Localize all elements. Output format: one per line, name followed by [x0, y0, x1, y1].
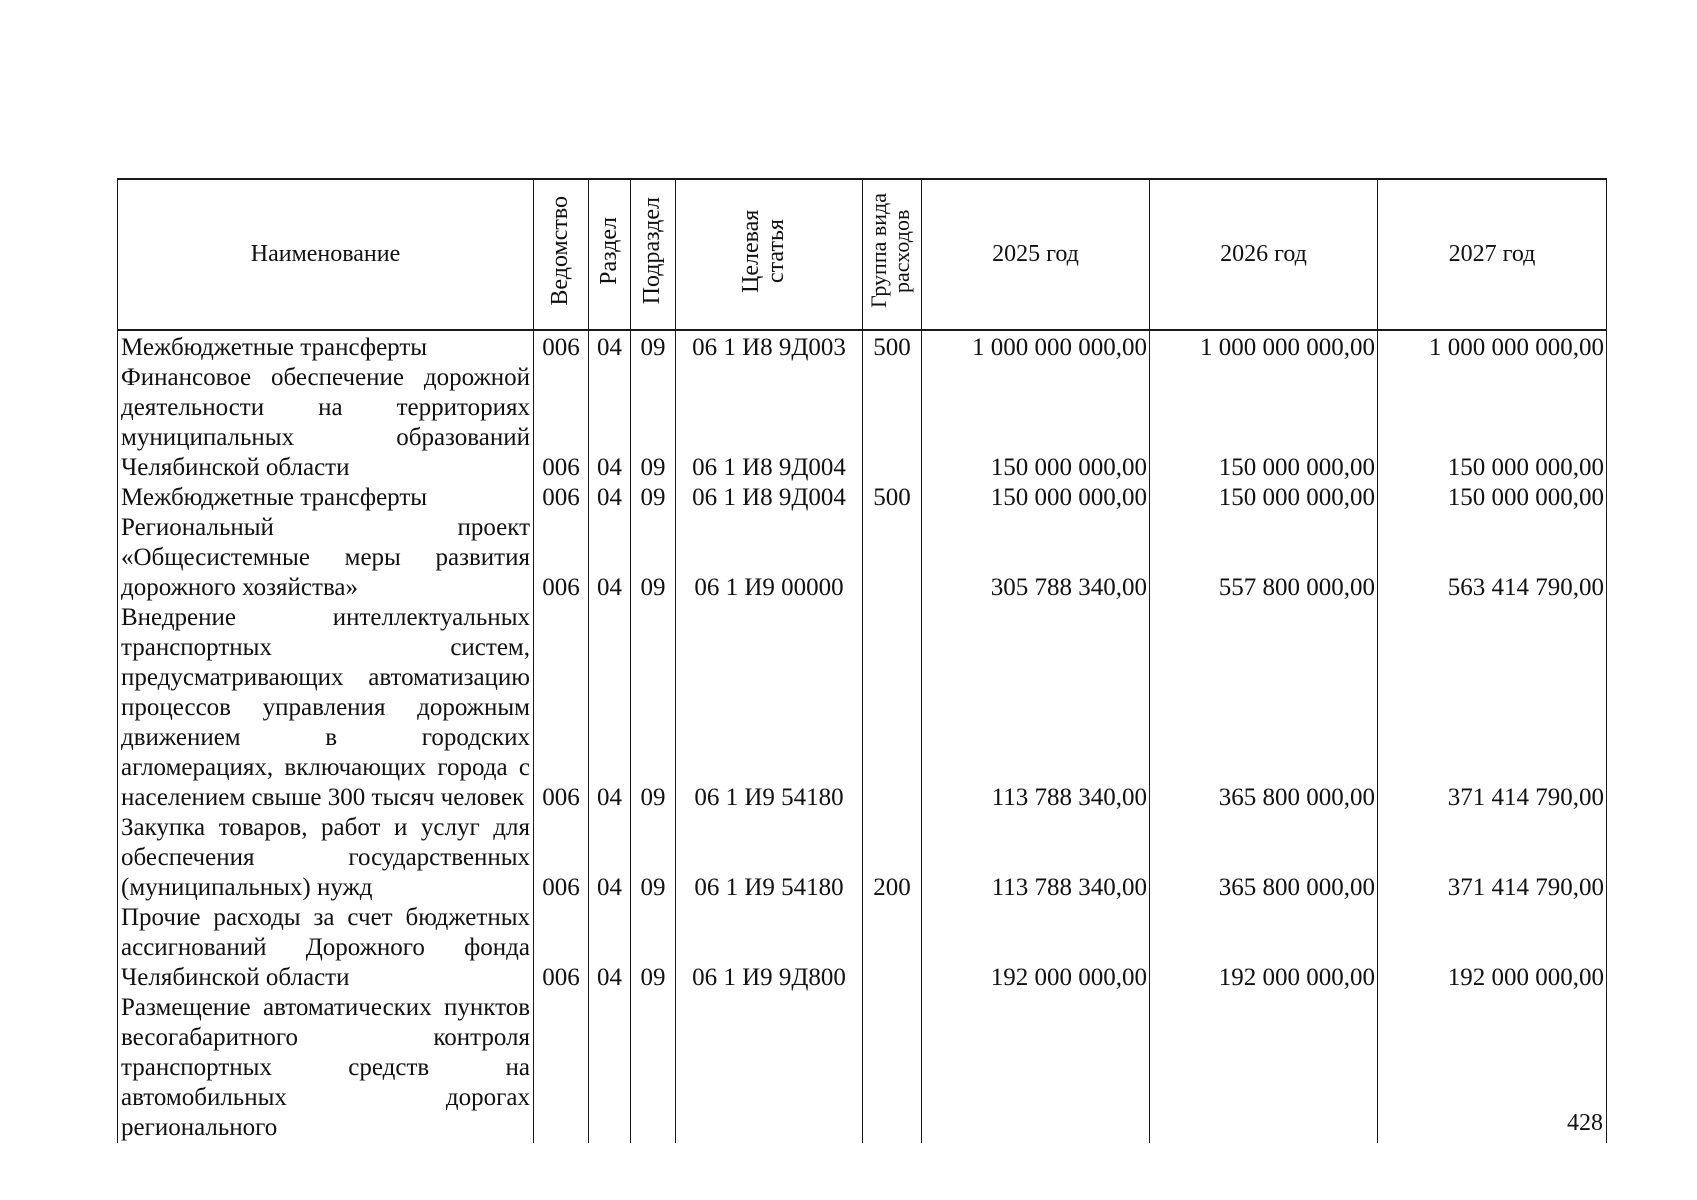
row-target: 06 1 И8 9Д004	[676, 363, 863, 483]
row-dept: 006	[534, 513, 589, 603]
row-dept: 006	[534, 330, 589, 363]
row-2025: 305 788 340,00	[922, 513, 1150, 603]
row-name: Региональный проект «Общесистемные меры развития дорожного хозяйства»	[118, 513, 534, 603]
row-target: 06 1 И9 54180	[676, 603, 863, 813]
header-2027: 2027 год	[1378, 179, 1607, 330]
row-group	[863, 903, 922, 993]
row-section: 04	[589, 513, 631, 603]
row-2027: 371 414 790,00	[1378, 813, 1607, 903]
table-row	[118, 330, 1607, 363]
row-dept: 006	[534, 813, 589, 903]
row-section: 04	[589, 903, 631, 993]
row-dept: 006	[534, 903, 589, 993]
row-name: Закупка товаров, работ и услуг для обеспечения государственных (муниципальных) нужд	[118, 813, 534, 903]
row-dept	[534, 993, 589, 1143]
row-group: 500	[863, 330, 922, 363]
row-2026	[1150, 993, 1378, 1143]
row-2027: 371 414 790,00	[1378, 603, 1607, 813]
row-subsection: 09	[631, 330, 676, 363]
row-2026: 192 000 000,00	[1150, 903, 1378, 993]
row-section: 04	[589, 483, 631, 513]
row-2025: 1 000 000 000,00	[922, 330, 1150, 363]
row-name: Межбюджетные трансферты	[118, 483, 534, 513]
row-2026: 557 800 000,00	[1150, 513, 1378, 603]
row-subsection	[631, 993, 676, 1143]
row-2025: 192 000 000,00	[922, 903, 1150, 993]
row-section	[589, 993, 631, 1143]
row-group: 200	[863, 813, 922, 903]
row-name: Внедрение интеллектуальных транспортных систем, предусматривающих автоматизацию процессов управления дорожным движением в городских агломерациях, включающих города с населением свыше 300 тысяч человек	[118, 603, 534, 813]
row-group	[863, 993, 922, 1143]
row-target: 06 1 И8 9Д003	[676, 330, 863, 363]
row-group	[863, 513, 922, 603]
page-number: 428	[1567, 1110, 1603, 1136]
row-section: 04	[589, 330, 631, 363]
row-subsection: 09	[631, 483, 676, 513]
row-group	[863, 603, 922, 813]
row-group	[863, 363, 922, 483]
row-2027: 150 000 000,00	[1378, 363, 1607, 483]
row-2026: 365 800 000,00	[1150, 603, 1378, 813]
table-row	[118, 603, 1607, 813]
header-target: Целевая статья	[676, 179, 863, 330]
row-name: Финансовое обеспечение дорожной деятельности на территориях муниципальных образований Челябинской области	[118, 363, 534, 483]
row-2025: 113 788 340,00	[922, 813, 1150, 903]
row-2025: 113 788 340,00	[922, 603, 1150, 813]
row-subsection: 09	[631, 903, 676, 993]
row-2026: 150 000 000,00	[1150, 483, 1378, 513]
budget-table	[117, 178, 1607, 1143]
table-row	[118, 903, 1607, 993]
table-row	[118, 813, 1607, 903]
row-2027: 563 414 790,00	[1378, 513, 1607, 603]
header-2025: 2025 год	[922, 179, 1150, 330]
row-2025: 150 000 000,00	[922, 483, 1150, 513]
row-dept: 006	[534, 363, 589, 483]
row-2026: 365 800 000,00	[1150, 813, 1378, 903]
header-dept: Ведомство	[534, 179, 589, 330]
header-2026: 2026 год	[1150, 179, 1378, 330]
row-name: Размещение автоматических пунктов весогабаритного контроля транспортных средств на автомобильных дорогах регионального	[118, 993, 534, 1143]
row-subsection: 09	[631, 813, 676, 903]
row-target: 06 1 И9 9Д800	[676, 903, 863, 993]
row-subsection: 09	[631, 513, 676, 603]
row-name: Межбюджетные трансферты	[118, 330, 534, 363]
table-row	[118, 483, 1607, 513]
table-row	[118, 513, 1607, 603]
table-row	[118, 363, 1607, 483]
header-section: Раздел	[589, 179, 631, 330]
row-name: Прочие расходы за счет бюджетных ассигнований Дорожного фонда Челябинской области	[118, 903, 534, 993]
header-row	[118, 179, 1607, 330]
row-section: 04	[589, 813, 631, 903]
row-target: 06 1 И8 9Д004	[676, 483, 863, 513]
row-dept: 006	[534, 603, 589, 813]
row-subsection: 09	[631, 603, 676, 813]
row-section: 04	[589, 363, 631, 483]
row-target	[676, 993, 863, 1143]
header-subsection: Подраздел	[631, 179, 676, 330]
row-group: 500	[863, 483, 922, 513]
table-row	[118, 993, 1607, 1143]
row-subsection: 09	[631, 363, 676, 483]
header-group: Группа вида расходов	[863, 179, 922, 330]
row-2027: 1 000 000 000,00	[1378, 330, 1607, 363]
row-2025: 150 000 000,00	[922, 363, 1150, 483]
row-target: 06 1 И9 00000	[676, 513, 863, 603]
row-2026: 150 000 000,00	[1150, 363, 1378, 483]
row-2027: 192 000 000,00	[1378, 903, 1607, 993]
header-name: Наименование	[118, 179, 534, 330]
row-2027: 150 000 000,00	[1378, 483, 1607, 513]
row-dept: 006	[534, 483, 589, 513]
row-section: 04	[589, 603, 631, 813]
row-2026: 1 000 000 000,00	[1150, 330, 1378, 363]
row-target: 06 1 И9 54180	[676, 813, 863, 903]
row-2025	[922, 993, 1150, 1143]
